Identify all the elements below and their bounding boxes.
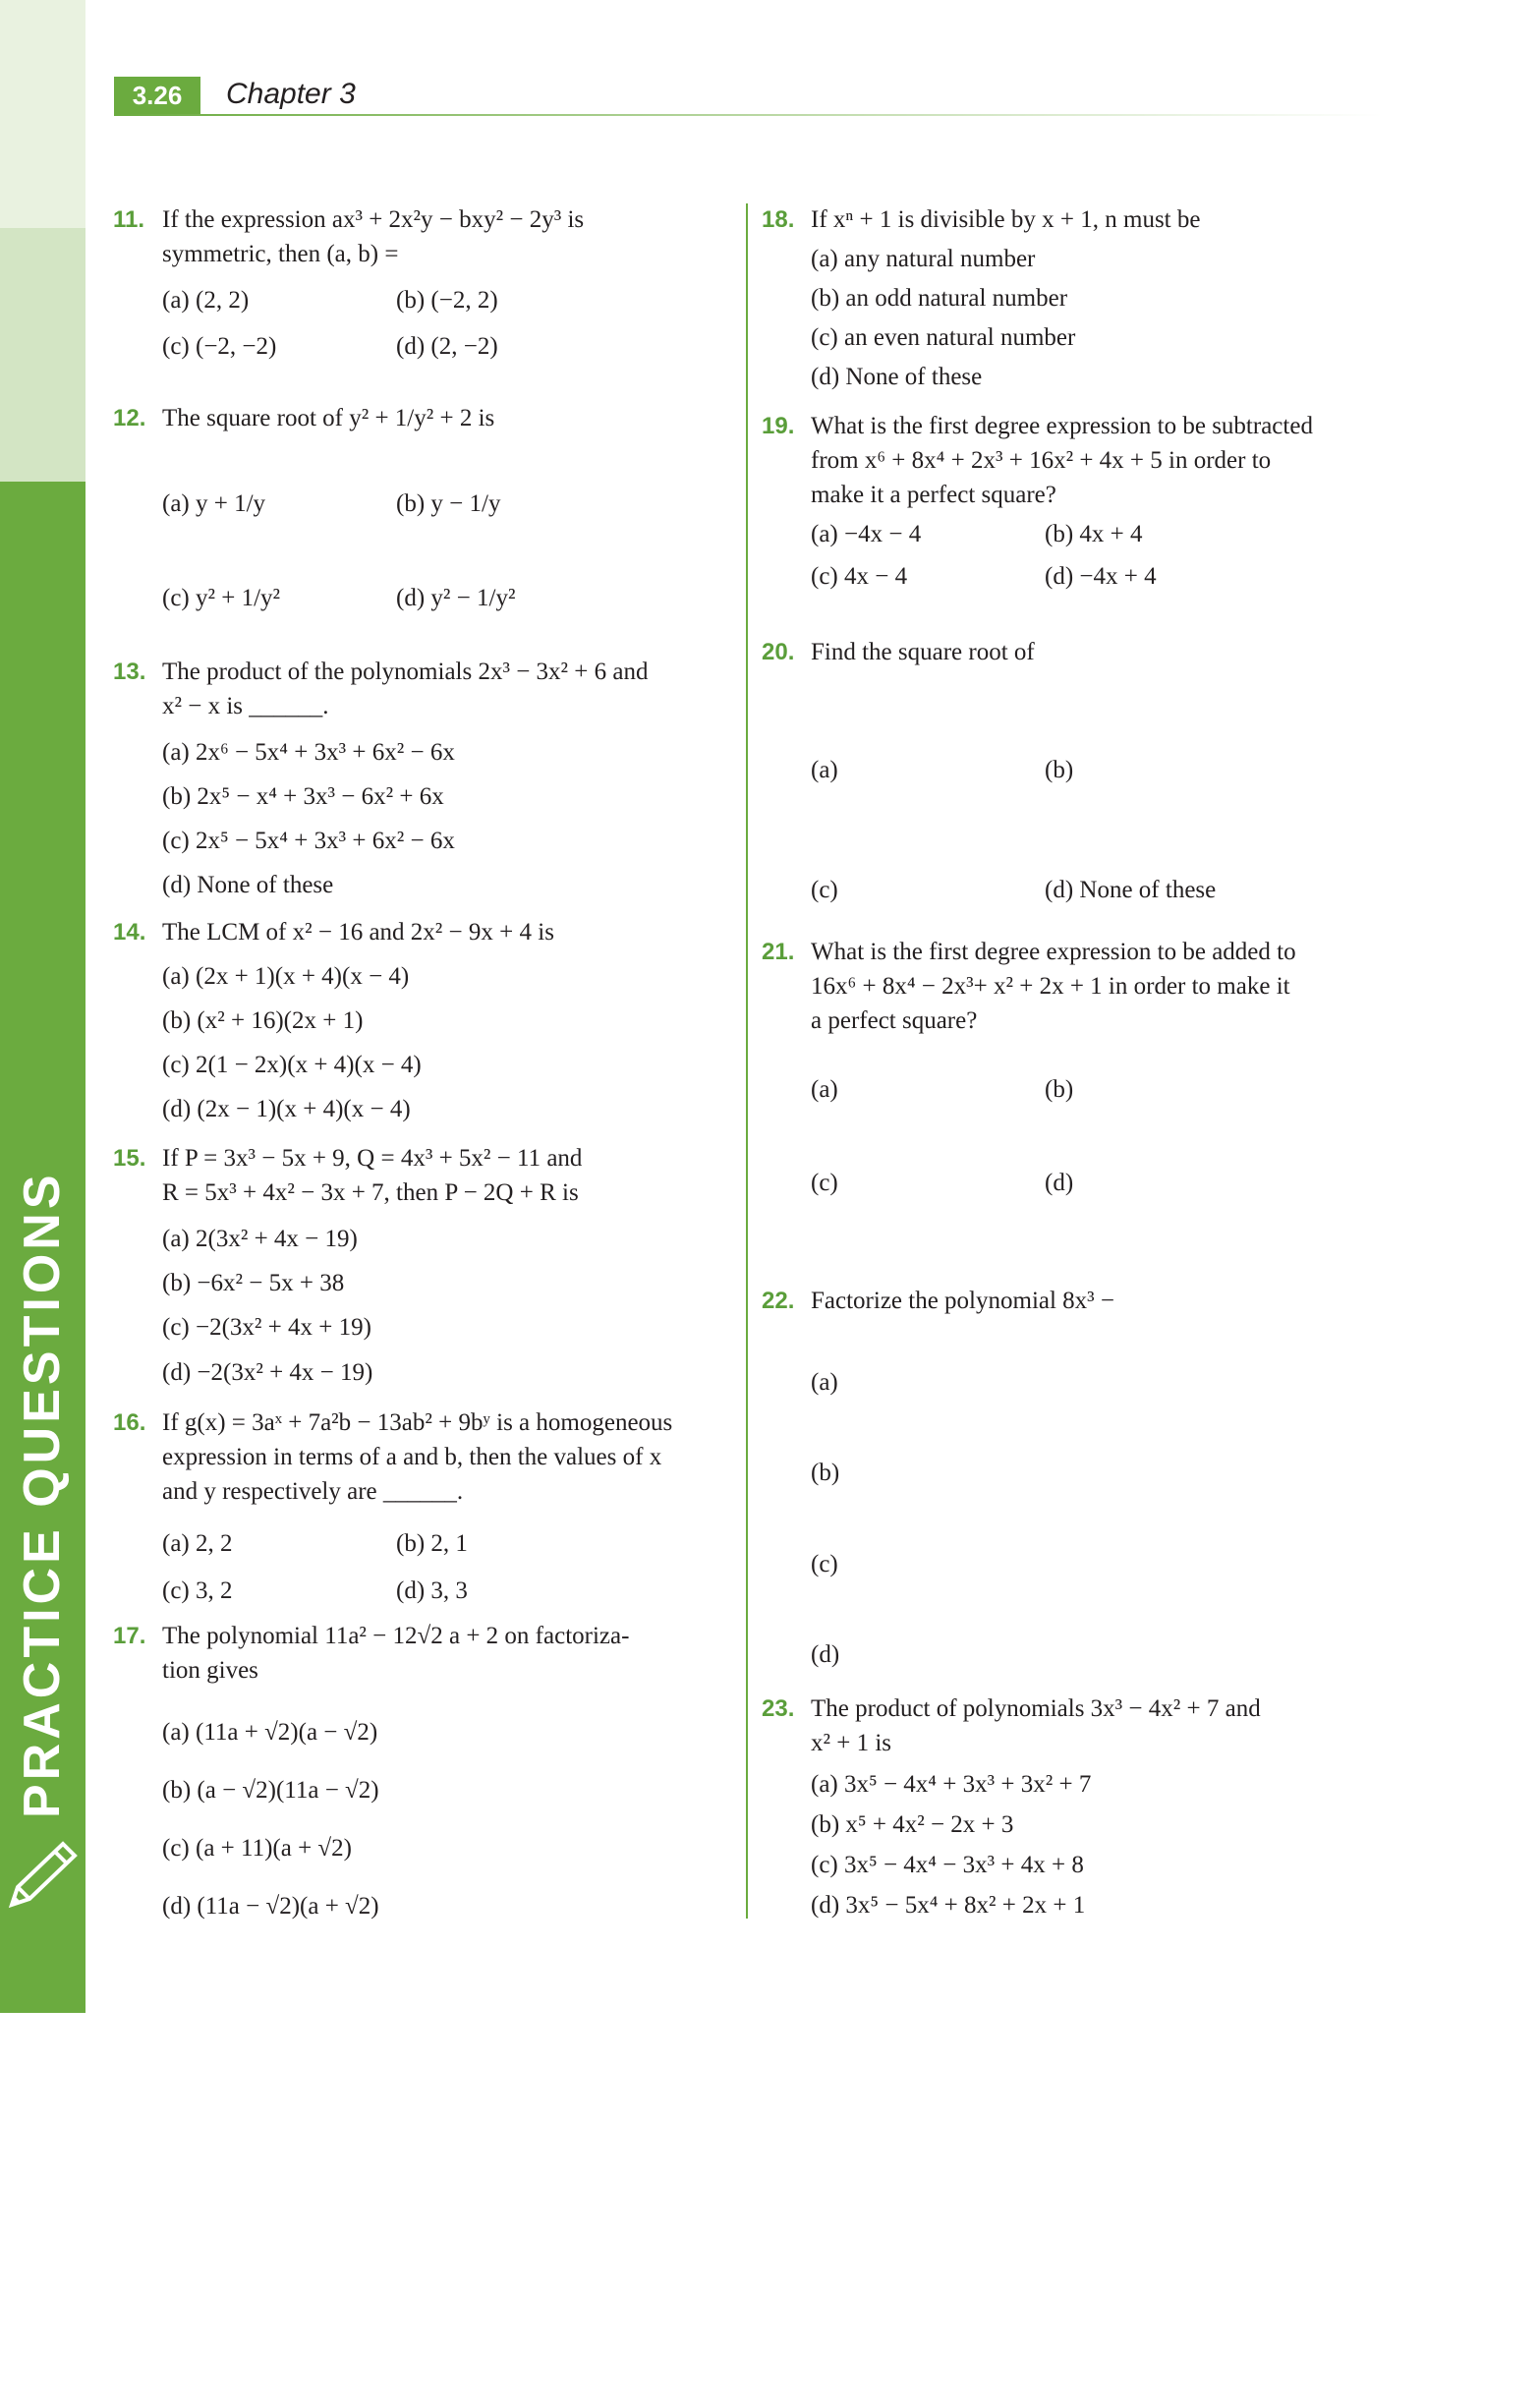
question-text: The product of the polynomials 2x³ − 3x² + 6 and [162,659,649,685]
option-b[interactable]: (b) [1045,757,1074,783]
question-text: tion gives [162,1657,258,1684]
option-a[interactable]: (a) 2, 2 [162,1530,233,1557]
question-text: expression in terms of a and b, then the values of x [162,1444,662,1470]
question-text: What is the first degree expression to be added to [811,939,1296,965]
option-a[interactable]: (a) 2x⁶ − 5x⁴ + 3x³ + 6x² − 6x [162,739,455,766]
question-number: 12. [113,405,146,431]
option-a[interactable]: (a) any natural number [811,246,1036,272]
question-text: If xⁿ + 1 is divisible by x + 1, n must be [811,206,1201,233]
question-text: from x⁶ + 8x⁴ + 2x³ + 16x² + 4x + 5 in order to [811,447,1272,474]
option-b[interactable]: (b) (x² + 16)(2x + 1) [162,1007,364,1034]
option-b[interactable]: (b) x⁵ + 4x² − 2x + 3 [811,1811,1014,1838]
page-number: 3.26 [114,77,200,114]
question-text: If the expression ax³ + 2x²y − bxy² − 2y³ is [162,206,585,233]
option-a[interactable]: (a) 2(3x² + 4x − 19) [162,1226,358,1252]
sidebar-title-text: PRACTICE QUESTIONS [14,1171,71,1818]
option-d[interactable]: (d) 3, 3 [396,1577,468,1604]
question-number: 23. [762,1695,795,1722]
option-a[interactable]: (a) (2x + 1)(x + 4)(x − 4) [162,963,410,990]
option-b[interactable]: (b) (−2, 2) [396,287,498,314]
option-b[interactable]: (b) 4x + 4 [1045,521,1143,547]
option-b[interactable]: (b) an odd natural number [811,285,1068,312]
option-c[interactable]: (c) [811,1551,838,1577]
option-c[interactable]: (c) −2(3x² + 4x + 19) [162,1314,371,1341]
option-b[interactable]: (b) 2x⁵ − x⁴ + 3x³ − 6x² + 6x [162,783,444,810]
option-d[interactable]: (d) [811,1641,840,1668]
option-d[interactable]: (d) None of these [811,364,983,390]
option-d[interactable]: (d) 3x⁵ − 5x⁴ + 8x² + 2x + 1 [811,1892,1086,1919]
question-text: x² − x is ______. [162,693,329,719]
option-c[interactable]: (c) 2x⁵ − 5x⁴ + 3x³ + 6x² − 6x [162,828,455,854]
question-text: If g(x) = 3aˣ + 7a²b − 13ab² + 9bʸ is a homogeneous [162,1409,673,1436]
question-text: Factorize the polynomial 8x³ − [811,1288,1115,1314]
question-number: 11. [113,206,145,233]
question-number: 17. [113,1623,146,1649]
option-b[interactable]: (b) [1045,1076,1074,1103]
question-number: 16. [113,1409,146,1436]
option-a[interactable]: (a) [811,757,838,783]
question-text: and y respectively are ______. [162,1478,464,1505]
option-a[interactable]: (a) −4x − 4 [811,521,922,547]
question-number: 21. [762,939,795,965]
option-d[interactable]: (d) y² − 1/y² [396,585,516,611]
option-d[interactable]: (d) −2(3x² + 4x − 19) [162,1359,373,1386]
question-number: 19. [762,413,795,439]
question-text: symmetric, then (a, b) = [162,241,399,267]
option-a[interactable]: (a) 3x⁵ − 4x⁴ + 3x³ + 3x² + 7 [811,1771,1092,1798]
option-c[interactable]: (c) [811,877,838,903]
option-b[interactable]: (b) −6x² − 5x + 38 [162,1270,345,1296]
question-text: R = 5x³ + 4x² − 3x + 7, then P − 2Q + R is [162,1179,579,1206]
question-number: 20. [762,639,795,665]
option-c[interactable]: (c) (a + 11)(a + √2) [162,1835,352,1862]
option-d[interactable]: (d) [1045,1170,1074,1196]
option-d[interactable]: (d) (11a − √2)(a + √2) [162,1893,379,1920]
option-d[interactable]: (d) (2x − 1)(x + 4)(x − 4) [162,1096,411,1122]
option-d[interactable]: (d) None of these [1045,877,1217,903]
sidebar-band-light [0,0,86,228]
chapter-title: Chapter 3 [226,78,356,110]
option-b[interactable]: (b) (a − √2)(11a − √2) [162,1777,379,1804]
question-number: 14. [113,919,146,946]
option-a[interactable]: (a) [811,1076,838,1103]
option-c[interactable]: (c) (−2, −2) [162,333,277,360]
option-d[interactable]: (d) (2, −2) [396,333,498,360]
question-text: 16x⁶ + 8x⁴ − 2x³+ x² + 2x + 1 in order to make it [811,973,1290,1000]
option-b[interactable]: (b) [811,1460,840,1486]
option-b[interactable]: (b) y − 1/y [396,490,501,517]
option-a[interactable]: (a) (11a + √2)(a − √2) [162,1719,378,1746]
question-number: 15. [113,1145,146,1172]
option-c[interactable]: (c) an even natural number [811,324,1076,351]
option-a[interactable]: (a) (2, 2) [162,287,250,314]
option-c[interactable]: (c) 4x − 4 [811,563,908,590]
option-c[interactable]: (c) y² + 1/y² [162,585,281,611]
option-a[interactable]: (a) y + 1/y [162,490,266,517]
question-number: 22. [762,1288,795,1314]
question-text: The polynomial 11a² − 12√2 a + 2 on factoriza- [162,1623,630,1649]
question-text: The square root of y² + 1/y² + 2 is [162,405,495,431]
option-b[interactable]: (b) 2, 1 [396,1530,468,1557]
question-text: a perfect square? [811,1007,978,1034]
question-text: x² + 1 is [811,1730,892,1756]
question-number: 13. [113,659,146,685]
option-c[interactable]: (c) [811,1170,838,1196]
option-c[interactable]: (c) 3x⁵ − 4x⁴ − 3x³ + 4x + 8 [811,1852,1084,1878]
question-number: 18. [762,206,795,233]
question-text: What is the first degree expression to be subtracted [811,413,1313,439]
column-divider [746,203,748,1919]
option-d[interactable]: (d) None of these [162,872,334,898]
question-text: make it a perfect square? [811,482,1056,508]
option-c[interactable]: (c) 2(1 − 2x)(x + 4)(x − 4) [162,1052,422,1078]
pencil-icon [4,1836,81,1915]
question-text: Find the square root of [811,639,1035,665]
option-a[interactable]: (a) [811,1369,838,1396]
question-text: If P = 3x³ − 5x + 9, Q = 4x³ + 5x² − 11 and [162,1145,583,1172]
header-rule [114,114,1382,116]
option-c[interactable]: (c) 3, 2 [162,1577,233,1604]
question-text: The LCM of x² − 16 and 2x² − 9x + 4 is [162,919,554,946]
question-text: The product of polynomials 3x³ − 4x² + 7 and [811,1695,1261,1722]
option-d[interactable]: (d) −4x + 4 [1045,563,1157,590]
sidebar-band-mid [0,228,86,482]
